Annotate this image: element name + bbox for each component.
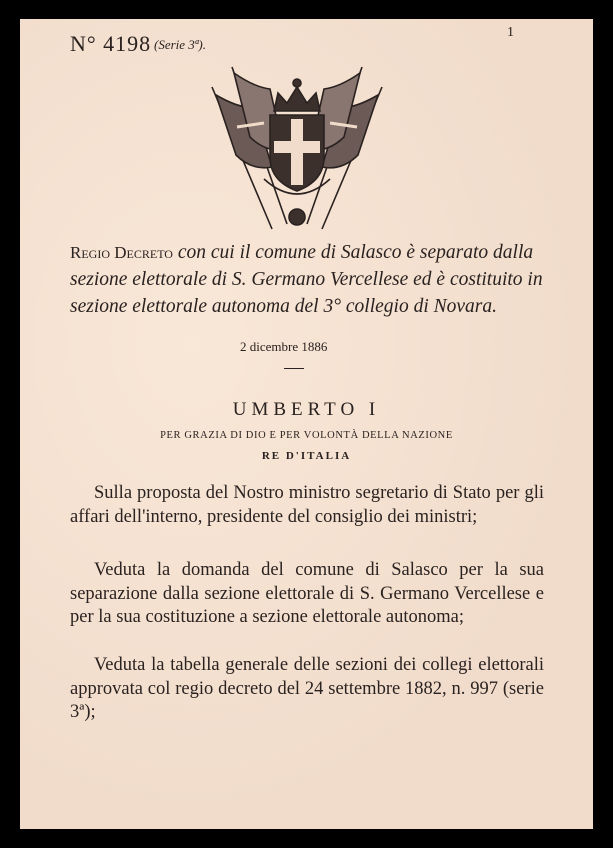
decree-number: N° 4198 — [70, 31, 152, 56]
decree-series: (Serie 3ª). — [154, 37, 206, 52]
decree-date: 2 dicembre 1886 — [240, 339, 328, 354]
king-grace: PER GRAZIA DI DIO E PER VOLONTÀ DELLA NAZIONE — [160, 430, 453, 441]
paragraph — [70, 654, 544, 725]
decree-title-lead: Regio Decreto — [70, 243, 173, 262]
paragraph — [70, 482, 544, 529]
paragraph-text: Sulla proposta del Nostro ministro segretario di Stato per gli affari dell'interno, presidente del consiglio dei ministri; — [70, 483, 544, 527]
savoy-coat-of-arms-icon — [192, 59, 402, 239]
paragraph-text: Veduta la domanda del comune di Salasco per la sua separazione dalla sezione elettorale di S. Germano Vercellese e per la sua costituzione a sezione elettorale autonoma; — [70, 560, 544, 627]
page-number: 1 — [507, 25, 514, 40]
king-name: UMBERTO I — [232, 399, 381, 420]
king-title: RE D'ITALIA — [261, 450, 352, 462]
paragraph — [70, 559, 544, 630]
document-page — [20, 19, 593, 829]
decree-title — [70, 239, 550, 320]
paragraph-text: Veduta la tabella generale delle sezioni dei collegi elettorali approvata col regio decreto del 24 settembre 1882, n. 997 (serie 3ª); — [70, 655, 544, 722]
decree-title-text: con cui il comune di Salasco è separato dalla sezione elettorale di S. Germano Vercellese ed è costituito in sezione elettorale autonoma del 3° collegio di Novara. — [70, 242, 543, 317]
divider — [284, 368, 304, 369]
